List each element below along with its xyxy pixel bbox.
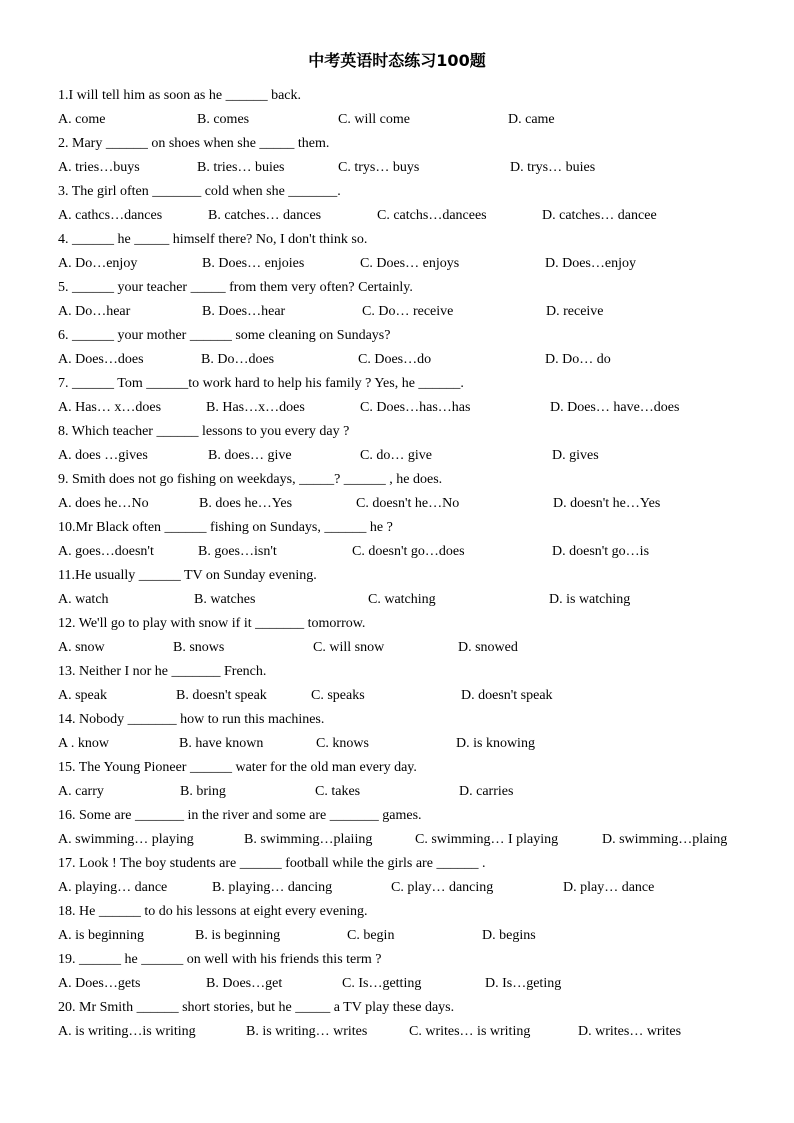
- options-row: [58, 588, 758, 612]
- question-stem: 18. He ______ to do his lessons at eight every evening.: [58, 904, 368, 919]
- option-c: C. Does…has…has: [360, 400, 471, 415]
- option-c: C. Does… enjoys: [360, 256, 460, 271]
- question-stem: 20. Mr Smith ______ short stories, but he _____ a TV play these days.: [58, 1000, 455, 1015]
- option-d: D. doesn't go…is: [552, 544, 650, 559]
- option-b: B. is beginning: [195, 928, 281, 943]
- option-c: C. trys… buys: [338, 160, 420, 175]
- question-list: [58, 84, 758, 1044]
- question-stem: 13. Neither I nor he _______ French.: [58, 664, 267, 679]
- question-stem: 7. ______ Tom ______to work hard to help his family ? Yes, he ______.: [58, 376, 464, 391]
- option-b: B. Do…does: [201, 352, 275, 367]
- option-d: D. Is…geting: [485, 976, 562, 991]
- options-row: [58, 684, 758, 708]
- option-d: D. Does… have…does: [550, 400, 680, 415]
- option-d: D. trys… buies: [510, 160, 596, 175]
- option-b: B. comes: [197, 112, 250, 127]
- option-a: A. Do…hear: [58, 304, 131, 319]
- option-b: B. Does…get: [206, 976, 283, 991]
- option-c: C. takes: [315, 784, 361, 799]
- option-d: D. Does…enjoy: [545, 256, 636, 271]
- option-b: B. does… give: [208, 448, 292, 463]
- options-row: [58, 636, 758, 660]
- option-c: C. Does…do: [358, 352, 432, 367]
- question-stem: 4. ______ he _____ himself there? No, I don't think so.: [58, 232, 368, 247]
- question-stem: 6. ______ your mother ______ some cleaning on Sundays?: [58, 328, 391, 343]
- option-a: A. tries…buys: [58, 160, 140, 175]
- option-c: C. writes… is writing: [409, 1024, 531, 1039]
- option-d: D. catches… dancee: [542, 208, 657, 223]
- option-d: D. doesn't he…Yes: [553, 496, 661, 511]
- options-row: [58, 540, 758, 564]
- option-b: B. playing… dancing: [212, 880, 333, 895]
- option-a: A . know: [58, 736, 109, 751]
- option-a: A. Does…does: [58, 352, 144, 367]
- option-c: C. doesn't he…No: [356, 496, 460, 511]
- option-a: A. Has… x…does: [58, 400, 162, 415]
- option-d: D. came: [508, 112, 555, 127]
- option-d: D. Do… do: [545, 352, 611, 367]
- question-stem: 2. Mary ______ on shoes when she _____ them.: [58, 136, 330, 151]
- option-d: D. carries: [459, 784, 514, 799]
- option-b: B. Does… enjoies: [202, 256, 305, 271]
- question-stem: 16. Some are _______ in the river and some are _______ games.: [58, 808, 422, 823]
- option-c: C. swimming… I playing: [415, 832, 559, 847]
- option-b: B. Has…x…does: [206, 400, 305, 415]
- option-d: D. begins: [482, 928, 536, 943]
- options-row: [58, 204, 758, 228]
- option-b: B. watches: [194, 592, 256, 607]
- page-title: 中考英语时态练习100题: [308, 51, 486, 70]
- option-d: D. writes… writes: [578, 1024, 682, 1039]
- options-row: [58, 348, 758, 372]
- option-c: C. will come: [338, 112, 410, 127]
- question-stem: 10.Mr Black often ______ fishing on Sundays, ______ he ?: [58, 520, 393, 535]
- options-row: [58, 108, 758, 132]
- option-b: B. Does…hear: [202, 304, 286, 319]
- options-row: [58, 780, 758, 804]
- question-stem: 14. Nobody _______ how to run this machines.: [58, 712, 325, 727]
- option-d: D. is knowing: [456, 736, 535, 751]
- options-row: [58, 492, 758, 516]
- option-a: A. cathcs…dances: [58, 208, 163, 223]
- option-c: C. begin: [347, 928, 395, 943]
- option-a: A. speak: [58, 688, 107, 703]
- options-row: [58, 444, 758, 468]
- option-b: B. snows: [173, 640, 225, 655]
- option-d: D. gives: [552, 448, 599, 463]
- options-row: [58, 732, 758, 756]
- option-d: D. snowed: [458, 640, 518, 655]
- options-row: [58, 924, 758, 948]
- options-row: [58, 828, 758, 852]
- options-row: [58, 1020, 758, 1044]
- option-c: C. speaks: [311, 688, 365, 703]
- option-b: B. does he…Yes: [199, 496, 293, 511]
- option-b: B. doesn't speak: [176, 688, 267, 703]
- option-d: D. doesn't speak: [461, 688, 553, 703]
- option-b: B. bring: [180, 784, 226, 799]
- question-stem: 17. Look ! The boy students are ______ football while the girls are ______ .: [58, 856, 486, 871]
- option-a: A. snow: [58, 640, 105, 655]
- option-c: C. Is…getting: [342, 976, 422, 991]
- option-b: B. have known: [179, 736, 264, 751]
- option-a: A. does …gives: [58, 448, 148, 463]
- options-row: [58, 156, 758, 180]
- option-b: B. goes…isn't: [198, 544, 277, 559]
- options-row: [58, 252, 758, 276]
- question-stem: 12. We'll go to play with snow if it _______ tomorrow.: [58, 616, 366, 631]
- option-d: D. is watching: [549, 592, 631, 607]
- option-a: A. goes…doesn't: [58, 544, 154, 559]
- option-c: C. play… dancing: [391, 880, 494, 895]
- options-row: [58, 300, 758, 324]
- question-stem: 11.He usually ______ TV on Sunday evening.: [58, 568, 317, 583]
- question-stem: 19. ______ he ______ on well with his friends this term ?: [58, 952, 382, 967]
- option-b: B. swimming…plaiing: [244, 832, 373, 847]
- option-a: A. come: [58, 112, 106, 127]
- option-a: A. is beginning: [58, 928, 144, 943]
- option-d: D. play… dance: [563, 880, 655, 895]
- option-a: A. Does…gets: [58, 976, 141, 991]
- option-a: A. carry: [58, 784, 104, 799]
- option-b: B. catches… dances: [208, 208, 322, 223]
- option-c: C. catchs…dancees: [377, 208, 487, 223]
- option-c: C. Do… receive: [362, 304, 454, 319]
- option-a: A. does he…No: [58, 496, 149, 511]
- option-b: B. tries… buies: [197, 160, 285, 175]
- option-c: C. doesn't go…does: [352, 544, 465, 559]
- question-stem: 9. Smith does not go fishing on weekdays, _____? ______ , he does.: [58, 472, 443, 487]
- options-row: [58, 876, 758, 900]
- question-stem: 3. The girl often _______ cold when she _______.: [58, 184, 341, 199]
- question-stem: 1.I will tell him as soon as he ______ back.: [58, 88, 302, 103]
- option-b: B. is writing… writes: [246, 1024, 368, 1039]
- option-a: A. playing… dance: [58, 880, 168, 895]
- question-stem: 15. The Young Pioneer ______ water for the old man every day.: [58, 760, 417, 775]
- option-c: C. knows: [316, 736, 369, 751]
- question-stem: 5. ______ your teacher _____ from them very often? Certainly.: [58, 280, 413, 295]
- option-c: C. do… give: [360, 448, 432, 463]
- option-a: A. is writing…is writing: [58, 1024, 196, 1039]
- option-c: C. will snow: [313, 640, 385, 655]
- options-row: [58, 972, 758, 996]
- option-a: A. swimming… playing: [58, 832, 194, 847]
- option-a: A. watch: [58, 592, 109, 607]
- option-a: A. Do…enjoy: [58, 256, 138, 271]
- question-stem: 8. Which teacher ______ lessons to you every day ?: [58, 424, 350, 439]
- options-row: [58, 396, 758, 420]
- option-d: D. swimming…plaing: [602, 832, 728, 847]
- option-c: C. watching: [368, 592, 436, 607]
- option-d: D. receive: [546, 304, 604, 319]
